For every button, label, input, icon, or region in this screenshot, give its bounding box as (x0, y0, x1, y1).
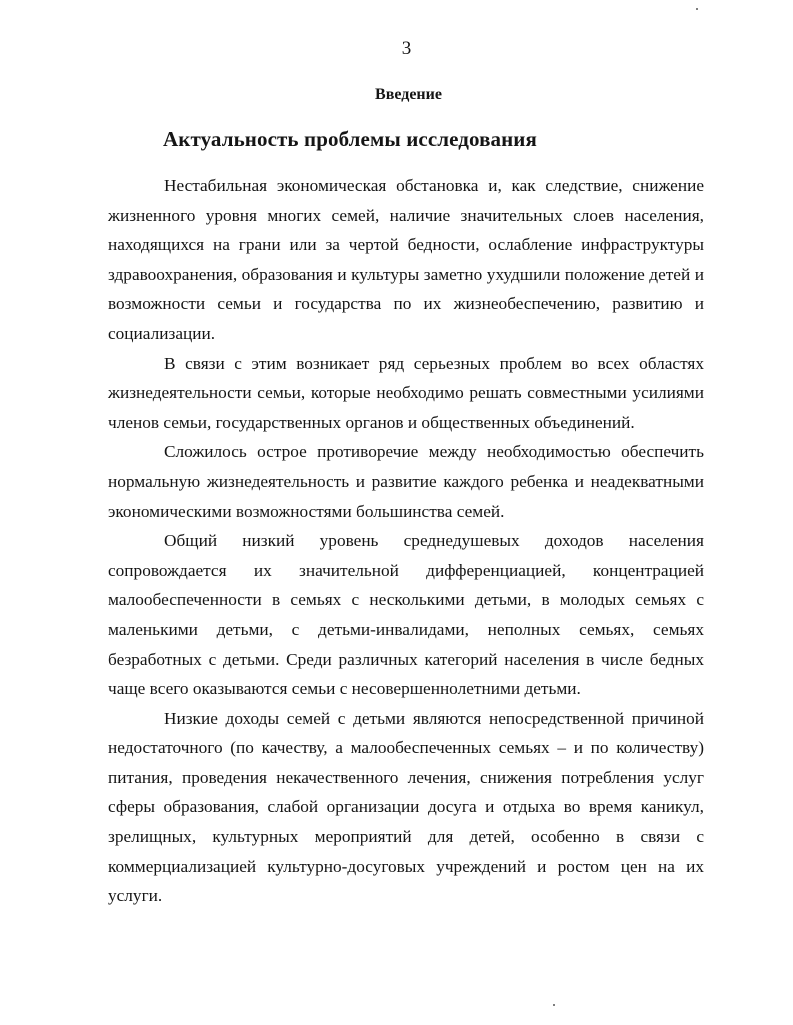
scan-speck (553, 1004, 555, 1006)
paragraph: Общий низкий уровень среднедушевых доходов населения сопровождается их значительной дифференциацией, концентрацией малообеспеченности в семьях с несколькими детьми, в молодых семьях с маленькими детьми, с детьми-инвалидами, неполных семьях, семьях безработных с детьми. Среди различных категорий населения в числе бедных чаще всего оказываются семьи с несовершеннолетними детьми. (108, 531, 704, 699)
paragraph: Сложилось острое противоречие между необходимостью обеспечить нормальную жизнедеятельность и развитие каждого ребенка и неадекватными экономическими возможностями большинства семей. (108, 442, 704, 521)
subtitle: Актуальность проблемы исследования (163, 127, 537, 151)
scan-speck (696, 8, 698, 10)
body-text (108, 171, 704, 911)
page-number: 3 (401, 38, 412, 59)
paragraph: Нестабильная экономическая обстановка и, как следствие, снижение жизненного уровня многих семей, наличие значительных слоев населения, находящихся на грани или за чертой бедности, ослабление инфраструктуры здравоохранения, образования и культуры заметно ухудшили положение детей и возможности семьи и государства по их жизнеобеспечению, развитию и социализации. (108, 176, 704, 343)
paragraph: В связи с этим возникает ряд серьезных проблем во всех областях жизнедеятельности семьи, которые необходимо решать совместными усилиями членов семьи, государственных органов и общественных объединений. (108, 353, 704, 432)
section-title: Введение (375, 86, 442, 103)
paragraph: Низкие доходы семей с детьми являются непосредственной причиной недостаточного (по качеству, а малообеспеченных семьях – и по количеству) питания, проведения некачественного лечения, снижения потребления услуг сферы образования, слабой организации досуга и отдыха во время каникул, зрелищных, культурных мероприятий для детей, особенно в связи с коммерциализацией культурно-досуговых учреждений и ростом цен на их услуги. (108, 708, 704, 906)
